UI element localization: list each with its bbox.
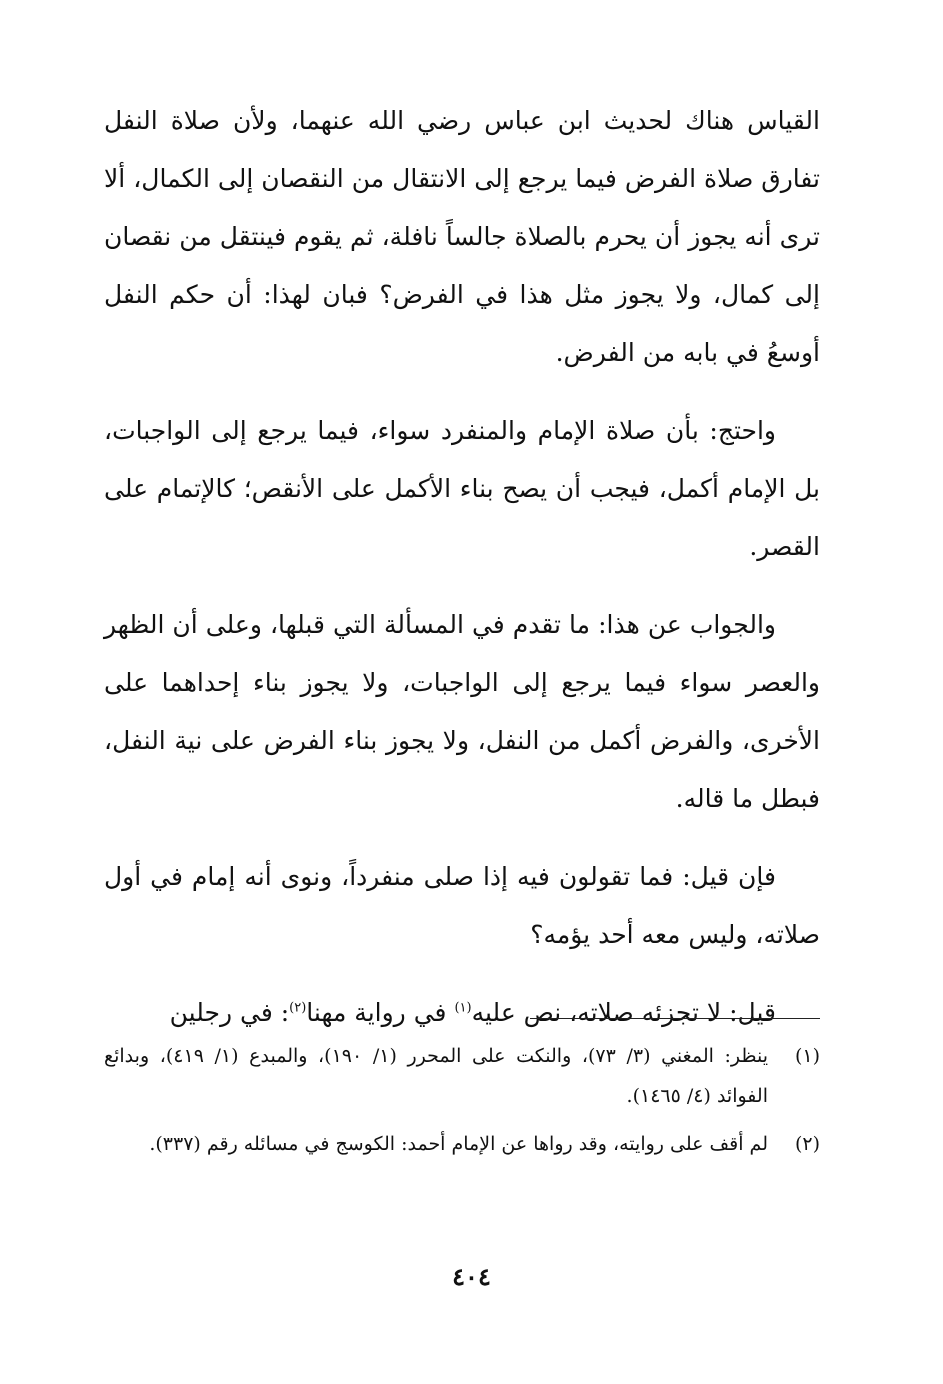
paragraph-2: واحتج: بأن صلاة الإمام والمنفرد سواء، فيما يرجع إلى الواجبات، بل الإمام أكمل، فيجب أن يصح بناء الأكمل على الأنقص؛ كالإتمام على القصر. (104, 416, 820, 561)
paragraph-4: فإن قيل: فما تقولون فيه إذا صلى منفرداً، ونوى أنه إمام في أول صلاته، وليس معه أحد يؤمه؟ (104, 862, 820, 949)
paragraph-1: القياس هناك لحديث ابن عباس رضي الله عنهما، ولأن صلاة النفل تفارق صلاة الفرض فيما يرجع إلى الانتقال من النقصان إلى الكمال، ألا ترى أنه يجوز أن يحرم بالصلاة جالساً نافلة، ثم يقوم فينتقل من نقصان إلى كمال، ولا يجوز مثل هذا في الفرض؟ فبان لهذا: أن حكم النفل أوسعُ في بابه من الفرض. (104, 106, 820, 367)
paragraph-5-part-1: قيل: لا تجزئه صلاته، نص عليه (471, 998, 776, 1027)
footnote-ref-1[interactable]: (١) (454, 1000, 472, 1016)
page-number: ٤٠٤ (452, 1262, 491, 1291)
footnote-number: (٢) (794, 1133, 820, 1155)
footnote-ref-2[interactable]: (٢) (289, 1000, 307, 1016)
paragraph-5 (104, 984, 820, 1042)
footnote-divider (530, 1018, 820, 1019)
footnotes-section (104, 1036, 820, 1172)
main-text (104, 92, 820, 1042)
footnote-number: (١) (794, 1045, 820, 1067)
footnote-1 (104, 1036, 820, 1116)
footnote-text: ينظر: المغني (٣/ ٧٣)، والنكت على المحرر (١/ ١٩٠)، والمبدع (١/ ٤١٩)، وبدائع الفوائد (٤/ ١٤٦٥). (104, 1045, 768, 1107)
footnote-2 (104, 1124, 820, 1164)
paragraph-5-part-3: : في رجلين (169, 998, 290, 1027)
footnote-text: لم أقف على روايته، وقد رواها عن الإمام أحمد: الكوسج في مسائله رقم (٣٣٧). (149, 1133, 768, 1155)
paragraph-3: والجواب عن هذا: ما تقدم في المسألة التي قبلها، وعلى أن الظهر والعصر سواء فيما يرجع إلى الواجبات، ولا يجوز بناء إحداهما على الأخرى، والفرض أكمل من النفل، ولا يجوز بناء الفرض على نية النفل، فبطل ما قاله. (104, 610, 820, 813)
paragraph-5-part-2: في رواية مهنا (306, 998, 455, 1027)
